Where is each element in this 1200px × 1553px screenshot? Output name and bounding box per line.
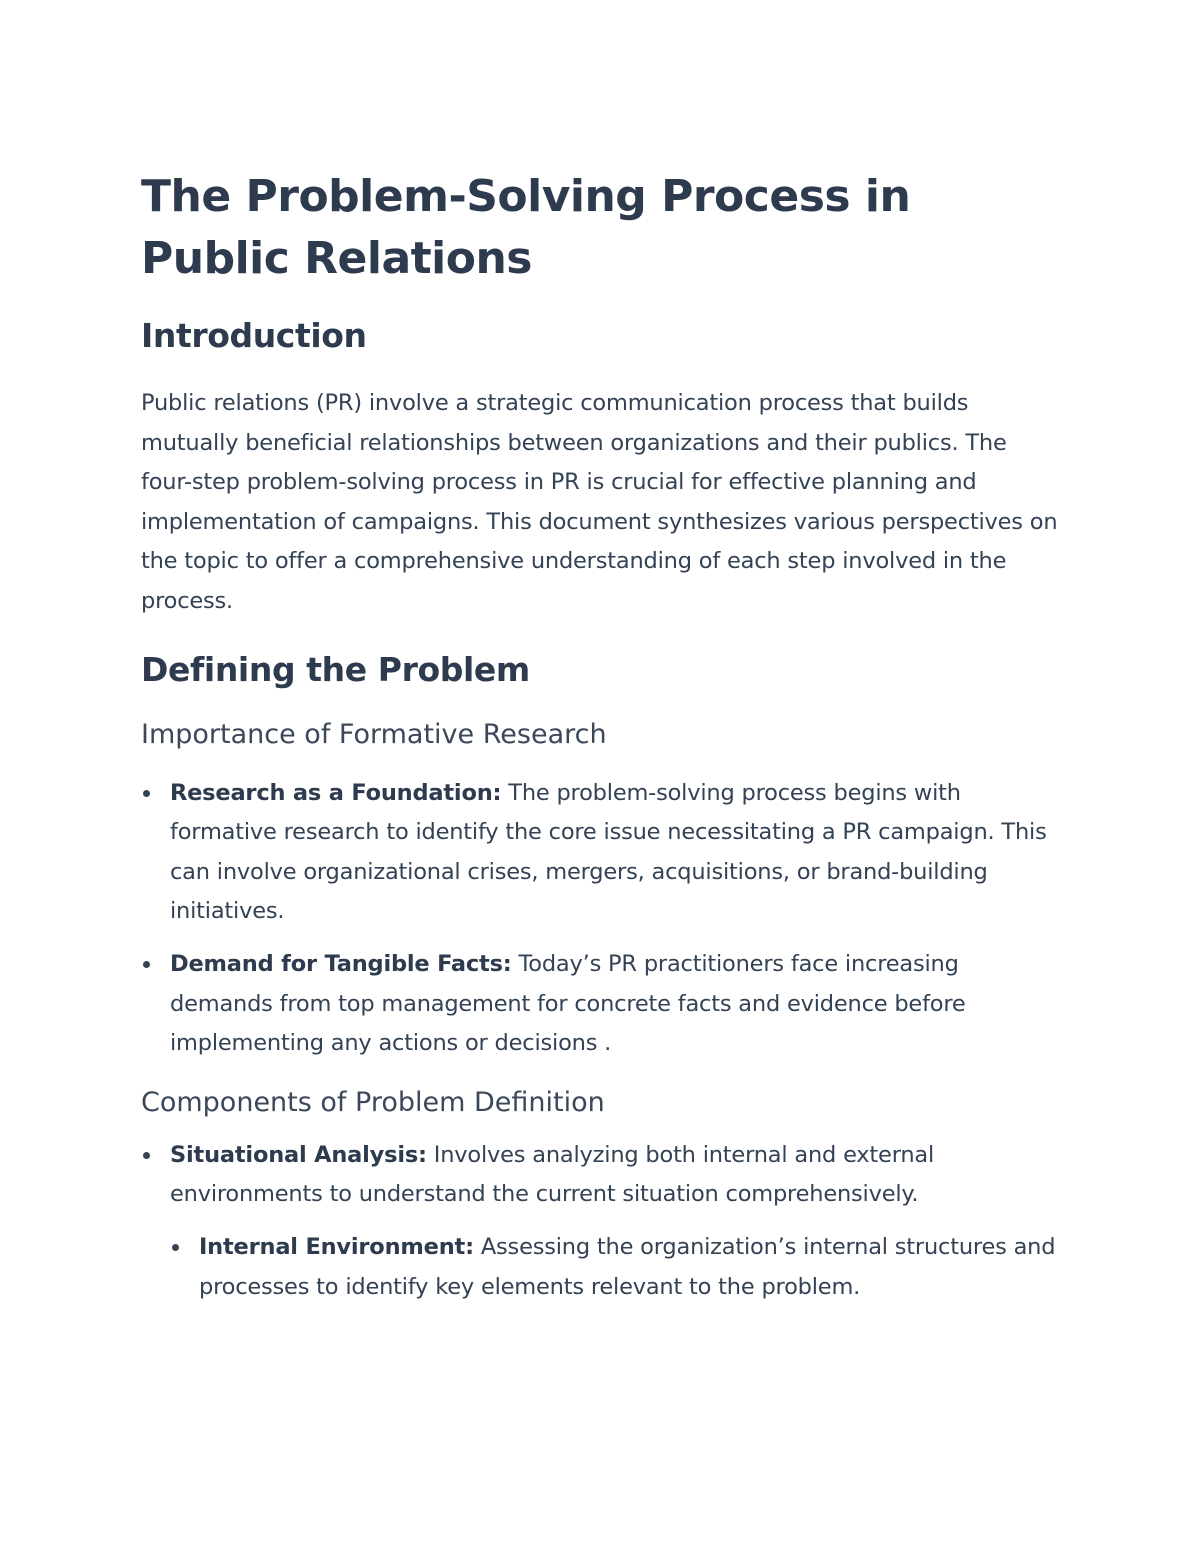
list-item-text: The problem-solving process begins with formative research to identify the core issue necessitating a PR campaign. This can involve organizational crises, mergers, acquisitions, or brand-building initiatives. (170, 779, 1047, 925)
list-item-text: Involves analyzing both internal and external environments to understand the current situation comprehensively. (170, 1141, 935, 1208)
bullet-icon (172, 1244, 179, 1251)
formative-research-list (141, 774, 1061, 1064)
subheading-problem-definition-components: Components of Problem Definition (141, 1086, 605, 1118)
bullet-icon (143, 1152, 150, 1159)
nested-list-item (170, 1228, 1061, 1307)
problem-definition-list (141, 1136, 1061, 1307)
nested-list (170, 1228, 1061, 1307)
bullet-icon (143, 790, 150, 797)
section-heading-defining-problem: Defining the Problem (141, 649, 530, 689)
list-item-label: Internal Environment: (199, 1233, 474, 1260)
list-item-label: Situational Analysis: (170, 1141, 427, 1168)
list-item (141, 774, 1061, 932)
document-title: The Problem-Solving Process in Public Relations (141, 171, 911, 284)
intro-paragraph: Public relations (PR) involve a strategic communication process that builds mutually beneficial relationships between organizations and their publics. The four-step problem-solving process in PR is crucial for effective planning and implementation of campaigns. This document synthesizes various perspectives on the topic to offer a comprehensive understanding of each step involved in the process. (141, 390, 1058, 614)
list-item-text: Today’s PR practitioners face increasing demands from top management for concrete facts and evidence before implementing any actions or decisions . (170, 950, 966, 1057)
section-heading-introduction: Introduction (141, 316, 367, 355)
list-item (141, 1136, 1061, 1307)
list-item-text: Assessing the organization’s internal structures and processes to identify key elements relevant to the problem. (199, 1233, 1056, 1300)
list-item (141, 945, 1061, 1064)
list-item-label: Research as a Foundation: (170, 779, 502, 806)
list-item-label: Demand for Tangible Facts: (170, 950, 512, 977)
document-page (141, 166, 1061, 1307)
subheading-formative-research: Importance of Formative Research (141, 718, 607, 750)
bullet-icon (143, 961, 150, 968)
